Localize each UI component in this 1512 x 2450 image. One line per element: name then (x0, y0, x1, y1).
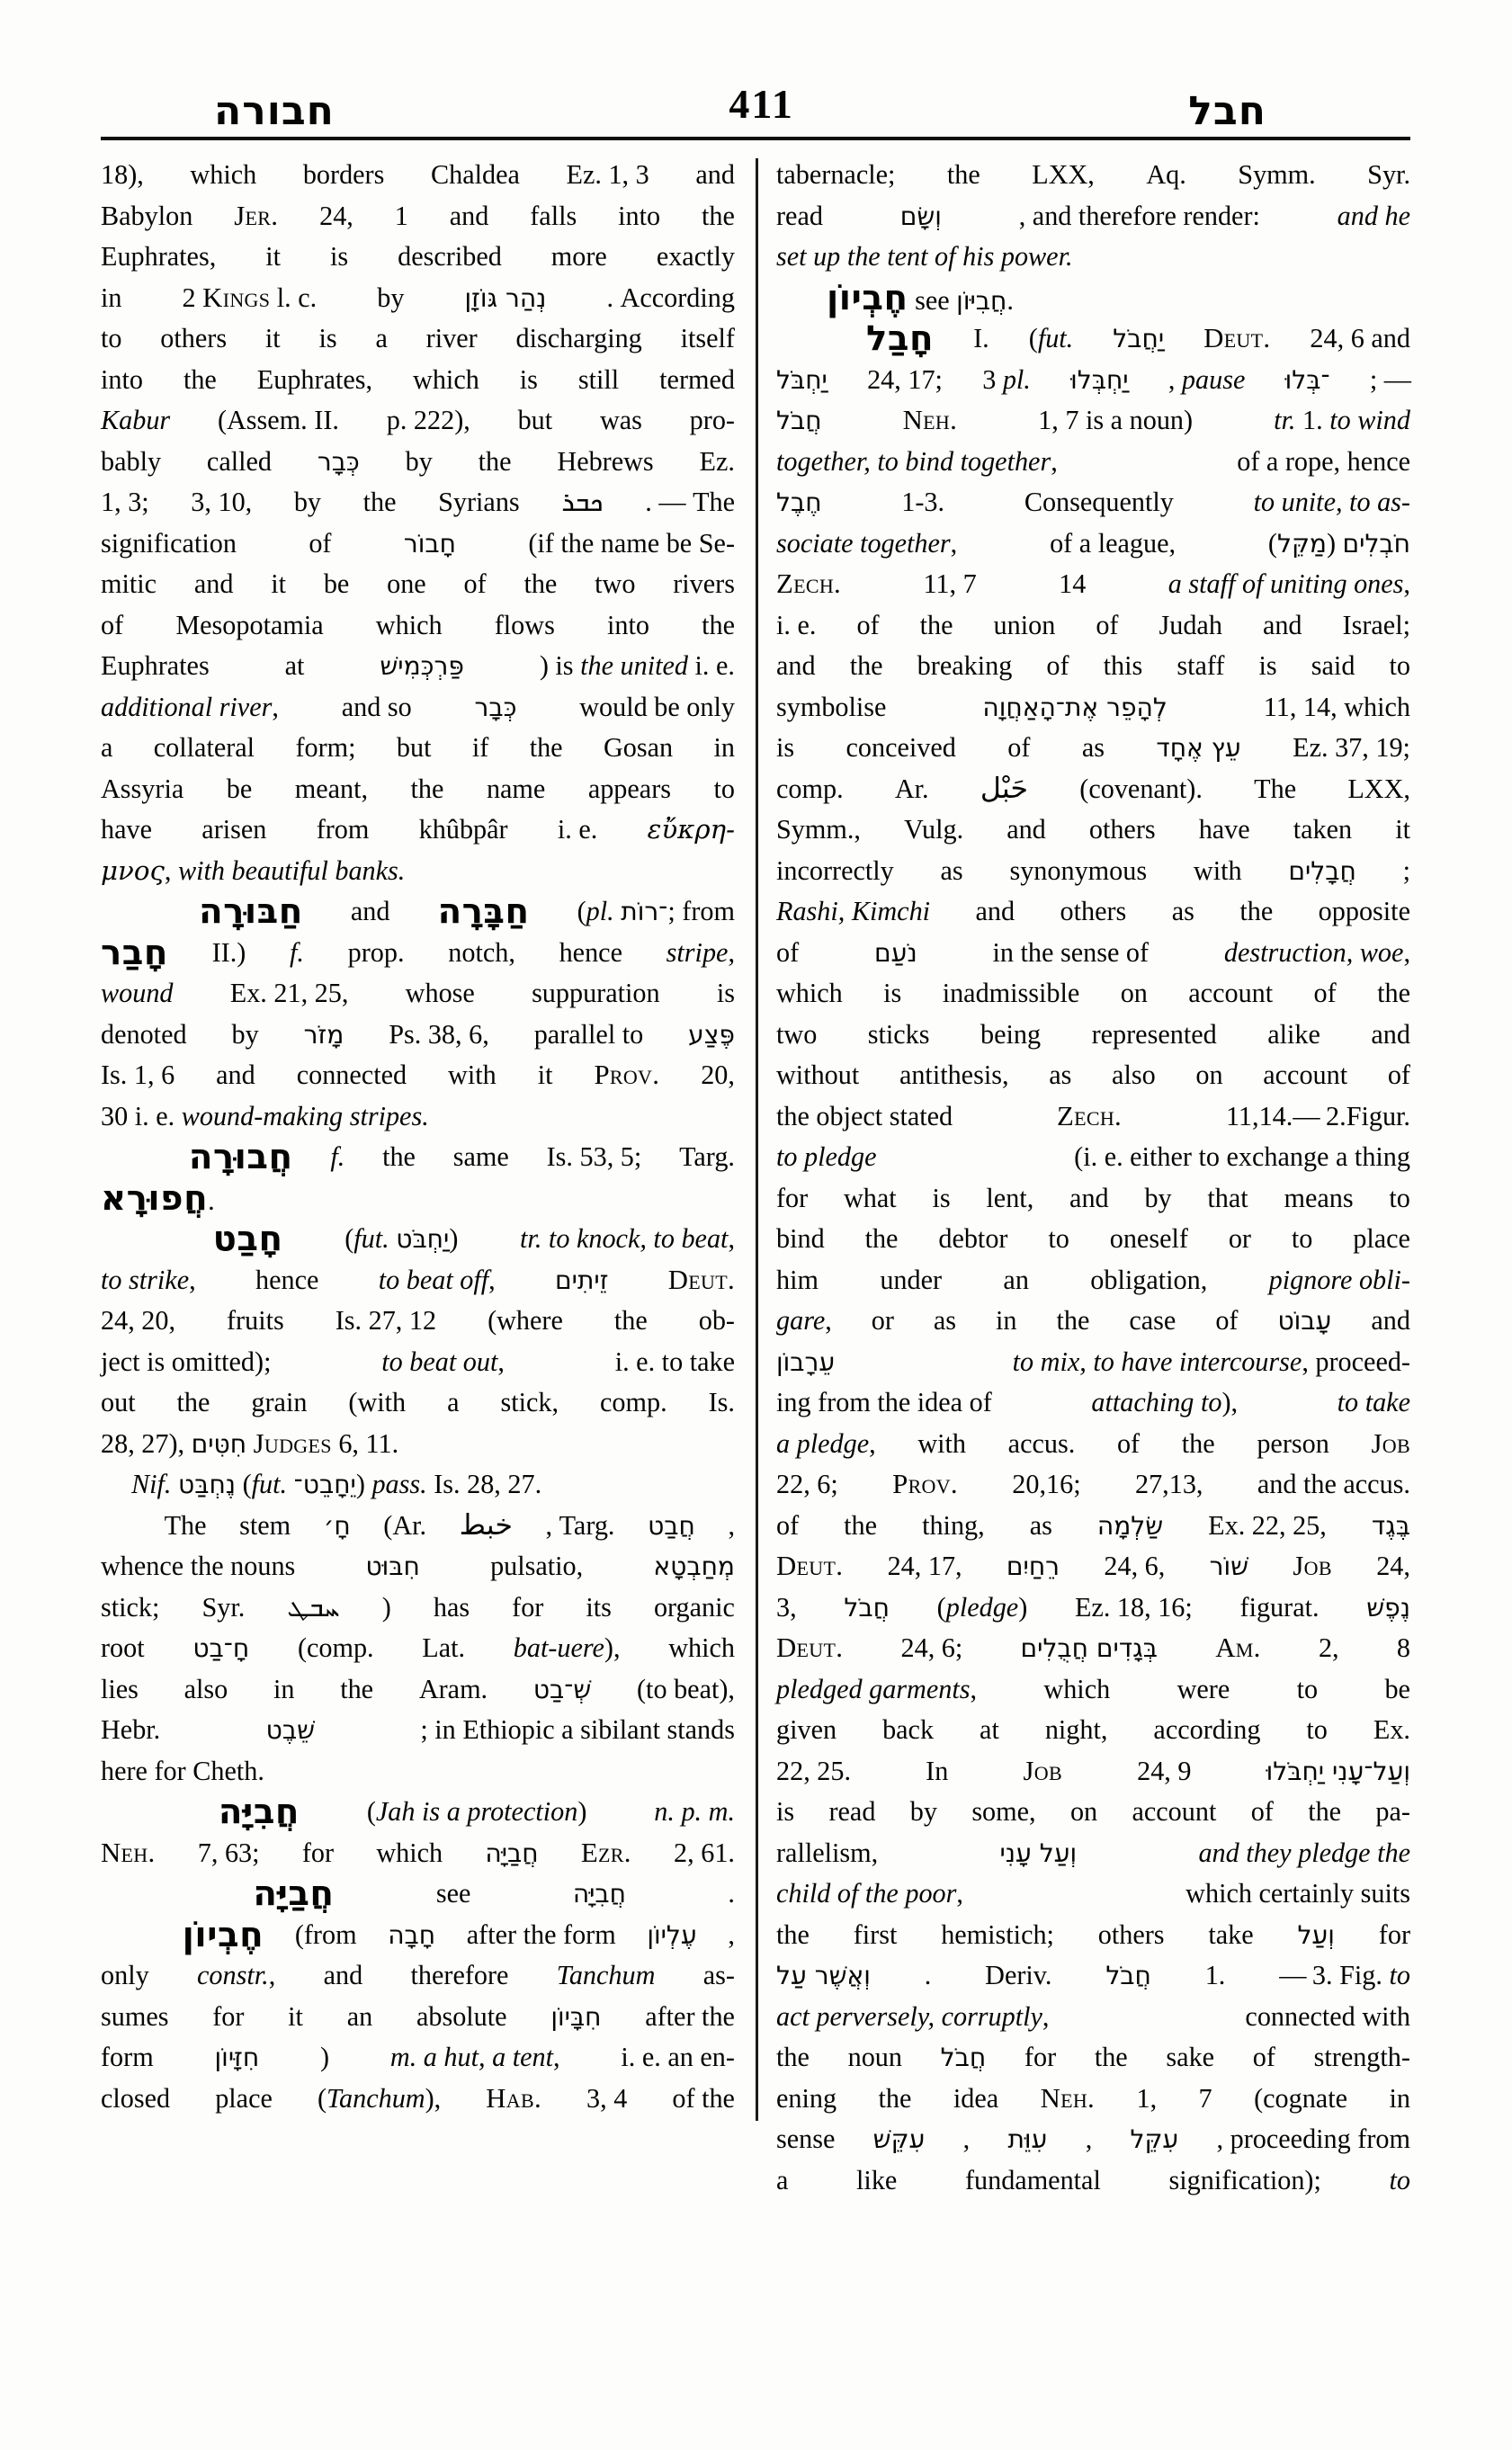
text-line: to strike, hence to beat off, זֵיתִים Deut. (101, 1264, 735, 1295)
text-line: Hebr. שֵׁבֶט ; in Ethiopic a sibilant stands (101, 1714, 735, 1745)
entry-line: חֲבַיָּה see חֲבִיָּה . (253, 1873, 735, 1914)
text-line: incorrectly as synonymous with חֲבָלִים ; (776, 854, 1410, 886)
text-line: sumes for it an absolute חִבָּיוֹן after the (101, 2000, 735, 2032)
right-column (749, 155, 1410, 2201)
text-line: עֵרָבוֹן to mix, to have intercourse, proceed- (776, 1346, 1410, 1377)
header-rule (101, 137, 1410, 140)
text-line: stick; Syr. ܚܒܛ ) has for its organic (101, 1591, 735, 1623)
text-line: the first hemistich; others take וְעַל for (776, 1918, 1410, 1950)
text-line: Zech. 11, 7 14 a staff of uniting ones, (776, 568, 1410, 599)
text-line: 1, 3; 3, 10, by the Syrians ܟܒܪ . — The (101, 487, 735, 518)
text-line: חָבַר II.) f. prop. notch, hence stripe, (101, 932, 735, 973)
text-line: and the breaking of this staff is said to (776, 650, 1410, 681)
text-line: set up the tent of his power. (776, 241, 1073, 272)
entry-line: חָבַל I. (fut. יַחֲבֹל Deut. 24, 6 and (866, 318, 1410, 359)
text-line: for what is lent, and by that means to (776, 1182, 1410, 1213)
text-line: μνος, with beautiful banks. (101, 854, 406, 886)
text-line: to pledge (i. e. either to exchange a thing (776, 1141, 1410, 1172)
text-line: Symm., Vulg. and others have taken it (776, 814, 1410, 845)
text-line: ing from the idea of attaching to), to take (776, 1387, 1410, 1417)
text-line: וְאֲשֶׁר עַל . Deriv. חֲבֹל 1. — 3. Fig. to (776, 1960, 1410, 1990)
text-line: in 2 Kings l. c. by נְהַר גּוֹזָן . According (101, 282, 735, 313)
text-line: symbolise לְהָפֵר אֶת־הָאַחֲוָה 11, 14, which (776, 691, 1410, 722)
text-line: signification of חָבוֹר (if the name be Se- (101, 527, 735, 559)
text-line: Euphrates, it is described more exactly (101, 241, 735, 272)
entry-line: חֲבִיָּה (Jah is a protection) n. p. m. (218, 1792, 735, 1832)
text-line: Deut. 24, 17, רֵחַיִם 24, 6, שׁוֹר Job 24, (776, 1551, 1410, 1581)
text-line: חֲפוּרָא. (101, 1177, 215, 1219)
text-line: Kabur (Assem. II. p. 222), but was pro- (101, 405, 735, 435)
text-line: Euphrates at פַּרְכְּמִישׁ ) is the united i. e. (101, 650, 735, 681)
text-line: to others it is a river discharging itself (101, 323, 735, 353)
entry-line: חֲבוּרָה f. the same Is. 53, 5; Targ. (188, 1137, 735, 1177)
text-line: the object stated Zech. 11,14.— 2.Figur. (776, 1100, 1410, 1131)
text-line: Neh. 7, 63; for which חֲבַיָּה Ezr. 2, 61. (101, 1837, 735, 1868)
text-line: of Mesopotamia which flows into the (101, 609, 735, 640)
text-line: tabernacle; the LXX, Aq. Symm. Syr. (776, 159, 1410, 190)
text-line: pledged garments, which were to be (776, 1673, 1410, 1704)
text-line: Is. 1, 6 and connected with it Prov. 20, (101, 1060, 735, 1090)
text-line: Deut. 24, 6; בְּגָדִים חֲבֻלִים Am. 2, 8 (776, 1632, 1410, 1663)
text-line: 22, 6; Prov. 20,16; 27,13, and the accus. (776, 1469, 1410, 1499)
text-line: 30 i. e. wound-making stripes. (101, 1100, 429, 1131)
running-head (106, 61, 1401, 134)
text-line: have arisen from khûbpâr i. e. εὔκρη- (101, 814, 735, 845)
text-line: 28, 27), חִטִּים Judges 6, 11. (101, 1427, 399, 1459)
text-line: is conceived of as עֵץ אֶחָד Ez. 37, 19; (776, 732, 1410, 763)
entry-line: חָבַט (fut. יַחְבֹּט) tr. to knock, to beat, (212, 1219, 735, 1259)
text-line: denoted by מָזֹר Ps. 38, 6, parallel to פֶּצַע (101, 1018, 735, 1050)
left-column (101, 155, 749, 2201)
text-line: the noun חֲבֹל for the sake of strength- (776, 2042, 1410, 2072)
text-line: חֲבֹל Neh. 1, 7 is a noun) tr. 1. to wind (776, 405, 1410, 435)
column-container (101, 155, 1410, 2201)
text-line: gare, or as in the case of עָבוֹט and (776, 1305, 1410, 1336)
running-head-left-hebrew: חבורה (214, 88, 335, 134)
text-line: closed place (Tanchum), Hab. 3, 4 of the (101, 2082, 735, 2114)
text-line: 18), which borders Chaldea Ez. 1, 3 and (101, 159, 735, 190)
text-line: bind the debtor to oneself or to place (776, 1223, 1410, 1254)
text-line: sociate together, of a league, (מַקֵּל) חֹבְלִים (776, 527, 1410, 559)
text-line: ject is omitted); to beat out, i. e. to take (101, 1346, 735, 1377)
text-line: sense עִקֵּשׁ , עִוֵּת , עִקֵּל , proceeding from (776, 2124, 1410, 2154)
text-line: of the thing, as שַׂלְמָה Ex. 22, 25, בֶּגֶד (776, 1509, 1410, 1541)
text-line: given back at night, according to Ex. (776, 1714, 1410, 1745)
text-line: 22, 25. In Job 24, 9 וְעַל־עָנִי יַחְבֹּלוּ (776, 1755, 1410, 1786)
running-head-right-hebrew: חבל (1188, 88, 1266, 134)
text-line: out the grain (with a stick, comp. Is. (101, 1387, 735, 1417)
text-line: whence the nouns חִבּוּט pulsatio, מְחַבְטָא (101, 1551, 735, 1581)
text-line: i. e. of the union of Judah and Israel; (776, 609, 1410, 640)
text-line: comp. Ar. حَبْل (covenant). The LXX, (776, 772, 1410, 805)
text-line: of נֹעַם in the sense of destruction, woe, (776, 936, 1410, 968)
text-line: act perversely, corruptly, connected with (776, 2000, 1410, 2032)
text-line: The stem חָ׳ (Ar. خبط , Targ. חֲבַט , (164, 1508, 735, 1542)
text-line: rallelism, וְעַל עָנִי and they pledge the (776, 1837, 1410, 1868)
text-line: additional river, and so כְּבָר would be only (101, 691, 735, 722)
text-line: only constr., and therefore Tanchum as- (101, 1960, 735, 1990)
text-line: into the Euphrates, which is still termed (101, 363, 735, 395)
text-line: read וְשָׂם , and therefore render: and he (776, 200, 1410, 231)
text-line: without antithesis, as also on account of (776, 1060, 1410, 1090)
text-line: root חָ־בַט (comp. Lat. bat-uere), which (101, 1632, 735, 1663)
text-line: 3, חֲבֹל (pledge) Ez. 18, 16; figurat. נֶפֶשׁ (776, 1591, 1410, 1623)
entry-line: חֶבְיוֹן see חֲבִיּוֹן. (827, 277, 1014, 318)
text-line: Nif. נֶחְבַּט (fut. יֵחָבֵט־) pass. Is. 28, 27. (131, 1469, 542, 1499)
text-line: 24, 20, fruits Is. 27, 12 (where the ob- (101, 1305, 735, 1336)
text-line: Rashi, Kimchi and others as the opposite (776, 896, 1410, 926)
text-line: two sticks being represented alike and (776, 1018, 1410, 1050)
text-line: wound Ex. 21, 25, whose suppuration is (101, 978, 735, 1008)
text-line: a pledge, with accus. of the person Job (776, 1427, 1410, 1459)
text-line: is read by some, on account of the pa- (776, 1796, 1410, 1827)
text-line: mitic and it be one of the two rivers (101, 568, 735, 599)
text-line: here for Cheth. (101, 1755, 264, 1786)
text-line: bably called כְּבָר by the Hebrews Ez. (101, 445, 735, 477)
text-line: together, to bind together, of a rope, hence (776, 445, 1410, 477)
text-line: him under an obligation, pignore obli- (776, 1264, 1410, 1295)
text-line: ening the idea Neh. 1, 7 (cognate in (776, 2082, 1410, 2114)
text-line: חֶבֶל 1-3. Consequently to unite, to as- (776, 487, 1410, 517)
entry-line: חַבּוּרָה and חַבָּרָה (pl. ־רוֹת; from (199, 891, 735, 932)
text-line: Assyria be meant, the name appears to (101, 773, 735, 804)
text-line: יַחְבֹּל 24, 17; 3 pl. יַחְבְּלוּ , pause ־בְּלוּ ; — (776, 363, 1410, 395)
text-line: form חִזָּיוֹן ) m. a hut, a tent, i. e. an en- (101, 2042, 735, 2072)
text-line: lies also in the Aram. שְׁ־בַט (to beat), (101, 1673, 735, 1704)
text-line: a collateral form; but if the Gosan in (101, 732, 735, 763)
text-line: a like fundamental signification); to (776, 2164, 1410, 2195)
page-number: 411 (729, 81, 794, 127)
text-line: Babylon Jer. 24, 1 and falls into the (101, 200, 735, 231)
text-line: child of the poor, which certainly suits (776, 1878, 1410, 1909)
text-line: which is inadmissible on account of the (776, 978, 1410, 1008)
entry-line: חֶבְיוֹן (from חָבָה after the form עֶלְיוֹן , (182, 1914, 735, 1955)
